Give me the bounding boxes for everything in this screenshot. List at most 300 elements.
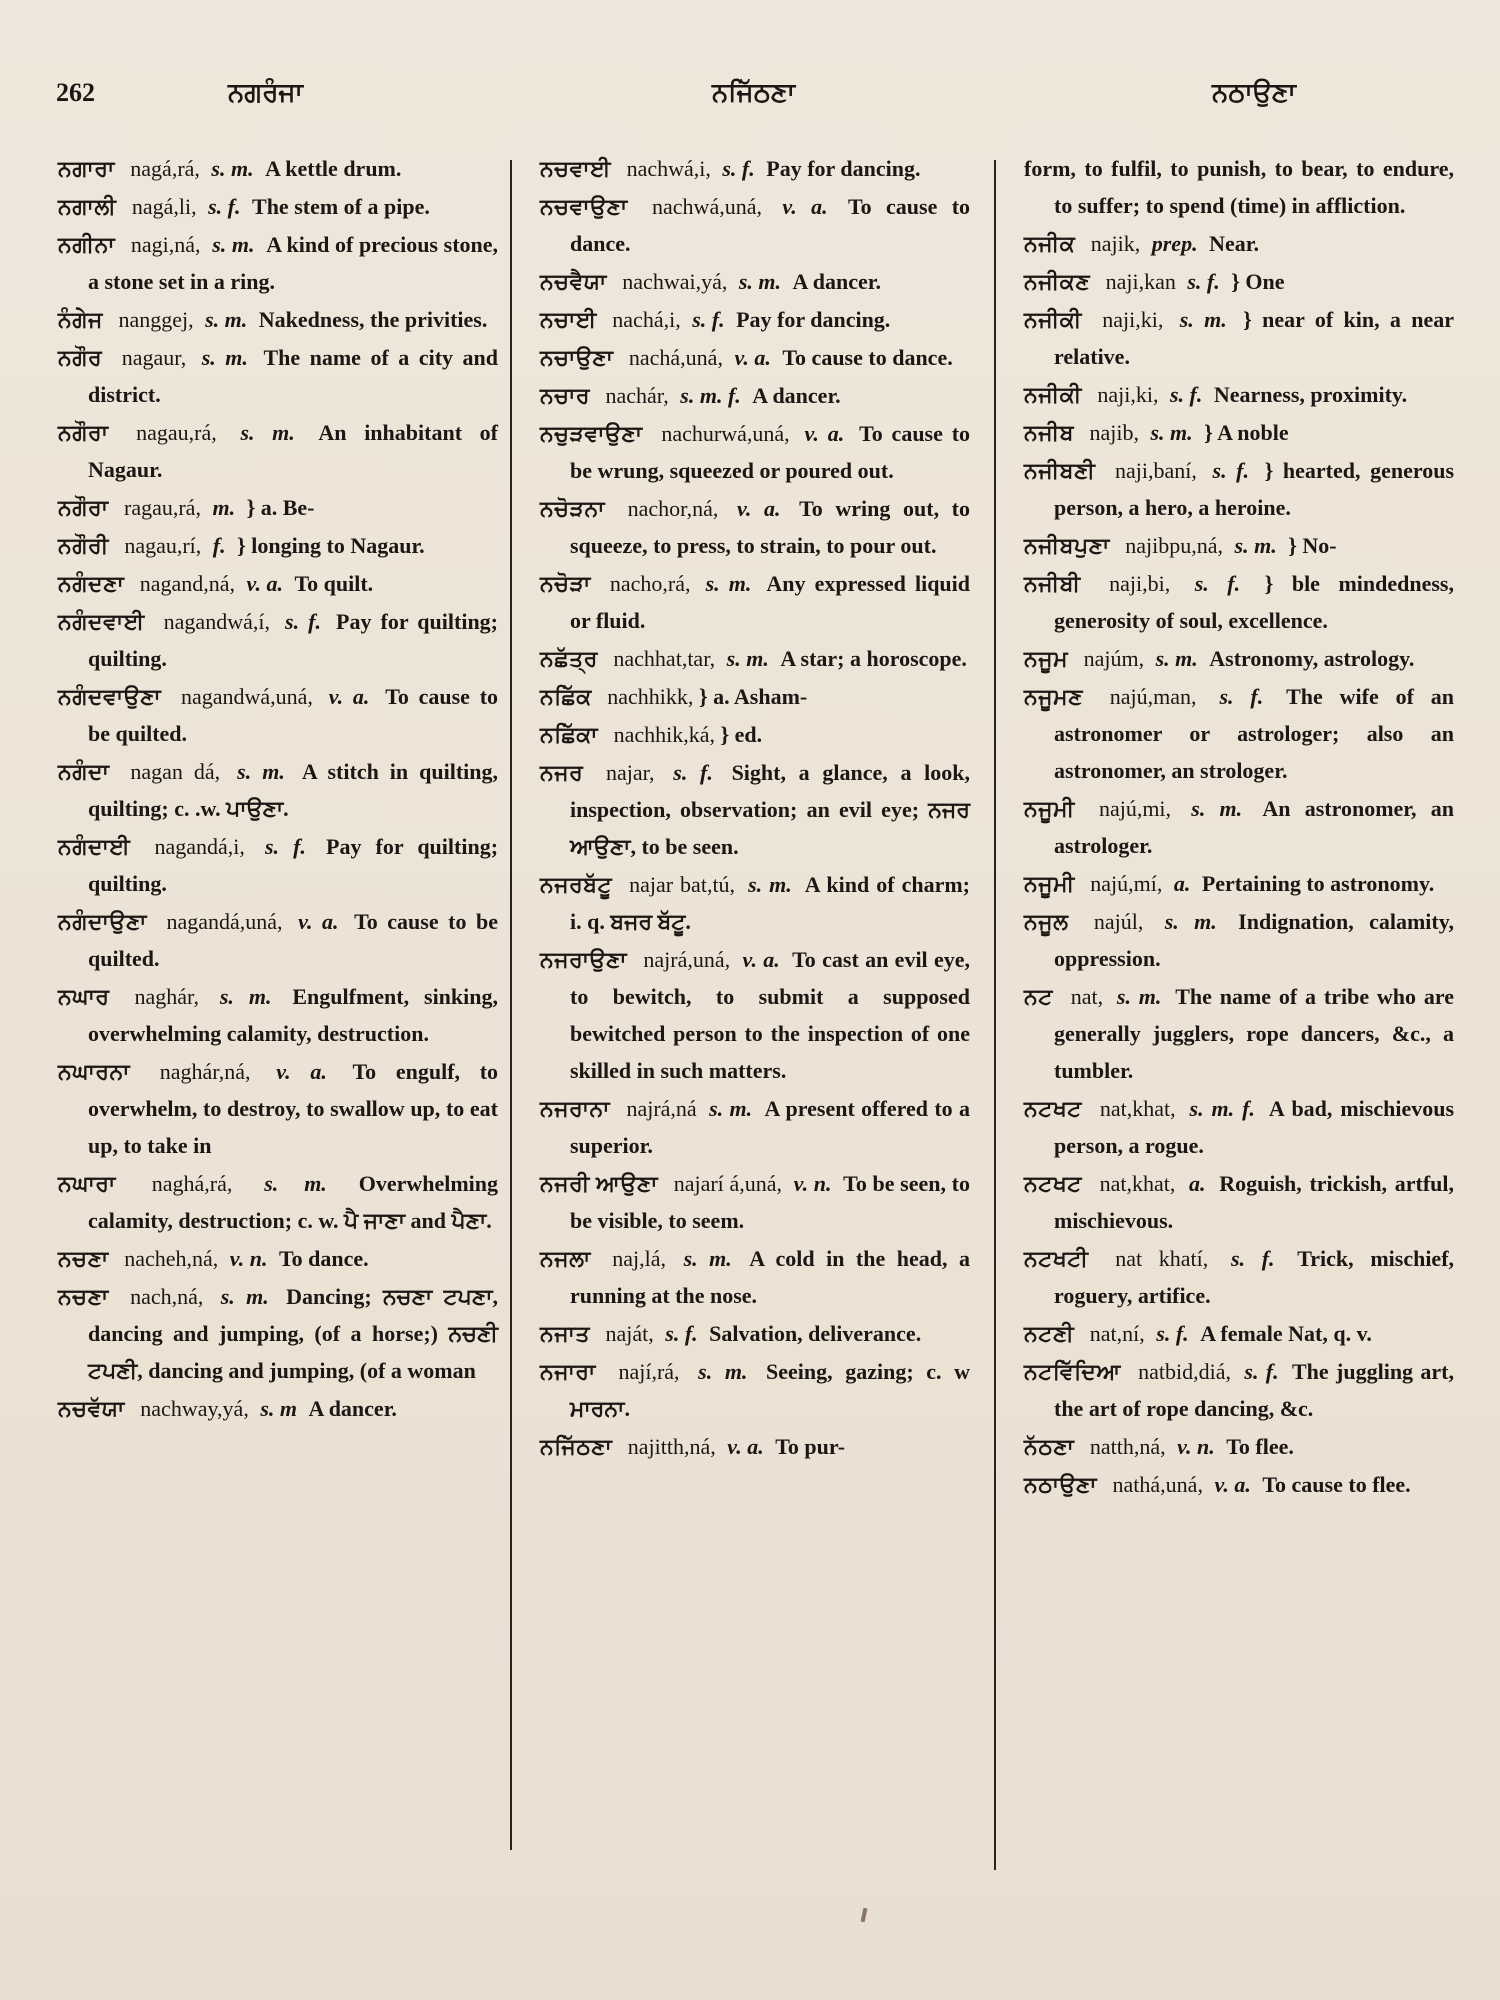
transliteration: naját, [605, 1321, 654, 1346]
headword: ਨਜਰਾਉਣਾ [540, 947, 628, 972]
dictionary-entry [58, 1053, 498, 1164]
grammar-label: s. m. [1179, 307, 1227, 332]
dictionary-entry [58, 1390, 498, 1427]
ink-mark [861, 1908, 868, 1923]
dictionary-entry [540, 301, 970, 338]
grammar-label: s. m. [1164, 909, 1217, 934]
headword: ਨਗੰਦਵਾਈ [58, 609, 145, 634]
transliteration: najar bat,tú, [629, 872, 736, 897]
grammar-label: prep. [1151, 231, 1198, 256]
transliteration: najarí á,uná, [673, 1171, 782, 1196]
grammar-label: v. a. [804, 421, 845, 446]
headword: ਨਚਾਉਣਾ [540, 345, 614, 370]
grammar-label: s. f. [264, 834, 306, 859]
transliteration: naghár, [134, 984, 199, 1009]
guide-word-left: ਨਗਰੰਜਾ [228, 78, 303, 107]
column-center [540, 150, 970, 1466]
grammar-label: m. [212, 495, 236, 520]
headword: ਨਛੱਤ੍ਰ [540, 646, 598, 671]
transliteration: najik, [1090, 231, 1141, 256]
definition: } a. Be- [246, 495, 315, 520]
transliteration: nagi,ná, [130, 232, 201, 257]
definition: To pur- [775, 1434, 846, 1459]
transliteration: nají,rá, [618, 1359, 680, 1384]
definition: To cast an evil eye, to bewitch, to submit a supposed bewitched person to the inspection of one skilled in such matters. [570, 947, 971, 1083]
definition: A bad, mischievous person, a rogue. [1054, 1096, 1455, 1158]
dictionary-entry [1024, 452, 1454, 526]
dictionary-entry [1024, 1090, 1454, 1164]
grammar-label: s. f. [1212, 458, 1250, 483]
definition: A kettle drum. [265, 156, 402, 181]
transliteration: nachhik,ká, [613, 722, 715, 747]
transliteration: najú,mí, [1090, 871, 1163, 896]
transliteration: nagaur, [121, 345, 187, 370]
dictionary-entry [58, 414, 498, 488]
transliteration: nachá,i, [612, 307, 681, 332]
grammar-label: v. a. [727, 1434, 764, 1459]
headword: ਨਜੀਕਣ [1024, 269, 1091, 294]
dictionary-entry [540, 1315, 970, 1352]
dictionary-entry [540, 263, 970, 300]
headword: ਨਟਵਿੱਦਿਆ [1024, 1359, 1121, 1384]
dictionary-entry [58, 753, 498, 827]
definition: Any expressed liquid or fluid. [570, 571, 971, 633]
definition: An inhabitant of Nagaur. [88, 420, 498, 482]
grammar-label: v. a. [246, 571, 283, 596]
dictionary-entry [58, 828, 498, 902]
transliteration: nacho,rá, [609, 571, 691, 596]
transliteration: nagan dá, [130, 759, 221, 784]
headword: ਨਚਣਾ [58, 1246, 109, 1271]
transliteration: nat khatí, [1115, 1246, 1209, 1271]
definition: Nakedness, the privities. [258, 307, 488, 332]
column-left [58, 150, 498, 1428]
dictionary-entry [540, 640, 970, 677]
dictionary-entry [58, 903, 498, 977]
definition: Salvation, deliverance. [709, 1321, 922, 1346]
definition: Indignation, calamity, oppression. [1054, 909, 1455, 971]
grammar-label: s. m. [220, 1284, 269, 1309]
column-right [1024, 150, 1454, 1504]
definition: To flee. [1226, 1434, 1294, 1459]
transliteration: naji,ki, [1102, 307, 1164, 332]
grammar-label: s. f. [1194, 571, 1241, 596]
dictionary-entry [1024, 1466, 1454, 1503]
headword: ਨਚਣਾ [58, 1284, 109, 1309]
headword: ਨਗਾਲੀ [58, 194, 117, 219]
headword: ਨਗੀਨਾ [58, 232, 116, 257]
dictionary-entry [58, 565, 498, 602]
grammar-label: s. m. [264, 1171, 327, 1196]
transliteration: najib, [1089, 420, 1139, 445]
dictionary-entry [1024, 527, 1454, 564]
page-header [0, 78, 1500, 118]
transliteration: nagá,rá, [130, 156, 200, 181]
dictionary-entry [58, 188, 498, 225]
headword: ਨਚੋੜਨਾ [540, 496, 605, 521]
headword: ਨਟਖਟ [1024, 1096, 1082, 1121]
definition: Roguish, trickish, artful, mischievous. [1054, 1171, 1455, 1233]
definition: Pertaining to astronomy. [1201, 871, 1435, 896]
transliteration: najrá,uná, [643, 947, 731, 972]
grammar-label: s. m. [219, 984, 272, 1009]
grammar-label: a. [1189, 1171, 1206, 1196]
headword: ਨਗੰਦਵਾਉਣਾ [58, 684, 162, 709]
grammar-label: s. f. [1230, 1246, 1275, 1271]
definition: } ed. [720, 722, 763, 747]
grammar-label: v. n. [1177, 1434, 1215, 1459]
grammar-label: s. m. [698, 1359, 748, 1384]
transliteration: nachá,uná, [628, 345, 723, 370]
dictionary-entry [540, 754, 970, 865]
headword: ਨਚੋੜਾ [540, 571, 591, 596]
column-divider [510, 160, 512, 1850]
dictionary-entry [1024, 1428, 1454, 1465]
guide-word-right: ਨਠਾਉਣਾ [1212, 78, 1296, 107]
grammar-label: s. f. [1156, 1321, 1189, 1346]
definition: The name of a tribe who are generally jugglers, rope dancers, &c., a tumbler. [1054, 984, 1454, 1083]
headword: ਨਜਰ [540, 760, 584, 785]
definition: } One [1231, 269, 1285, 294]
definition: To cause to dance. [570, 194, 971, 256]
definition: To cause to be quilted. [88, 909, 498, 971]
grammar-label: s. m. [738, 269, 782, 294]
dictionary-entry [540, 415, 970, 489]
headword: ਨਜਿੱਠਣਾ [540, 1434, 613, 1459]
headword: ਨਘਾਰ [58, 984, 110, 1009]
dictionary-entry [540, 188, 970, 262]
definition: A kind of charm; i. q. ਬਜਰ ਬੱਟੂ. [570, 872, 970, 934]
dictionary-entry [1024, 790, 1454, 864]
definition: Astronomy, astrology. [1209, 646, 1415, 671]
definition: A dancer. [752, 383, 841, 408]
headword: ਨਜੀਕ [1024, 231, 1076, 256]
transliteration: nachár, [605, 383, 669, 408]
transliteration: naj,lá, [612, 1246, 667, 1271]
dictionary-entry [1024, 1165, 1454, 1239]
transliteration: nagandwá,uná, [180, 684, 313, 709]
definition: To dance. [278, 1246, 369, 1271]
definition: Overwhelming calamity, destruction; c. w. ਪੈ ਜਾਣਾ and ਪੈਣਾ. [88, 1171, 499, 1233]
dictionary-entry [540, 1353, 970, 1427]
transliteration: nagau,rí, [124, 533, 202, 558]
dictionary-entry [1024, 1353, 1454, 1427]
headword: ਨਚਵਾਈ [540, 156, 612, 181]
grammar-label: v. a. [742, 947, 780, 972]
dictionary-entry [58, 603, 498, 677]
grammar-label: s. f. [208, 194, 241, 219]
dictionary-entry [58, 527, 498, 564]
transliteration: ragau,rá, [124, 495, 201, 520]
grammar-label: s. f. [722, 156, 755, 181]
definition: To wring out, to squeeze, to press, to strain, to pour out. [570, 496, 971, 558]
headword: ਨਗੰਦਾਈ [58, 834, 131, 859]
headword: ਨਜੀਬ [1024, 420, 1074, 445]
definition: A dancer. [792, 269, 881, 294]
headword: ਨਗੌਰ [58, 345, 103, 370]
headword: ਨਜੂਮਣ [1024, 684, 1083, 709]
headword: ਨਚੁੜਵਾਉਣਾ [540, 421, 643, 446]
headword: ਨਛਿੱਕ [540, 684, 592, 709]
dictionary-entry [1024, 1315, 1454, 1352]
dictionary-entry [540, 490, 970, 564]
dictionary-entry [1024, 150, 1454, 224]
definition: Engulfment, sinking, overwhelming calamity, destruction. [88, 984, 498, 1046]
headword: ਨਜੂਮੀ [1024, 871, 1075, 896]
dictionary-entry [1024, 865, 1454, 902]
dictionary-entry [58, 978, 498, 1052]
transliteration: nachhikk, [607, 684, 694, 709]
transliteration: najibpu,ná, [1125, 533, 1224, 558]
dictionary-entry [1024, 376, 1454, 413]
headword: ਨਜੀਕੀ [1024, 382, 1082, 407]
dictionary-entry [1024, 640, 1454, 677]
dictionary-entry [58, 1165, 498, 1239]
dictionary-entry [1024, 263, 1454, 300]
grammar-label: s. f. [692, 307, 725, 332]
headword: ਨਗੰਦਣਾ [58, 571, 125, 596]
transliteration: nachway,yá, [140, 1396, 249, 1421]
transliteration: nacheh,ná, [124, 1246, 219, 1271]
grammar-label: s. f. [285, 609, 321, 634]
grammar-label: s. m. [1116, 984, 1162, 1009]
grammar-label: s. f. [1244, 1359, 1279, 1384]
headword: ਨਘਾਰਨਾ [58, 1059, 131, 1084]
transliteration: nachwai,yá, [622, 269, 728, 294]
transliteration: najú,man, [1109, 684, 1197, 709]
grammar-label: v. a. [328, 684, 370, 709]
dictionary-entry [58, 1240, 498, 1277]
grammar-label: s. m. [212, 232, 255, 257]
dictionary-entry [540, 150, 970, 187]
definition: A female Nat, q. v. [1200, 1321, 1372, 1346]
definition: The name of a city and district. [88, 345, 499, 407]
grammar-label: s. f. [665, 1321, 698, 1346]
dictionary-entry [58, 489, 498, 526]
definition: The juggling art, the art of rope dancing, &c. [1054, 1359, 1454, 1421]
grammar-label: v. a. [298, 909, 339, 934]
grammar-label: v. a. [276, 1059, 327, 1084]
headword: ਨਗੌਰੀ [58, 533, 109, 558]
grammar-label: s. m. [1191, 796, 1243, 821]
grammar-label: s. m. [1234, 533, 1277, 558]
definition: Pay for dancing. [736, 307, 891, 332]
definition: To cause to be wrung, squeezed or poured out. [570, 421, 971, 483]
dictionary-entry [540, 1090, 970, 1164]
grammar-label: s. m. [709, 1096, 753, 1121]
headword: ਨਜੂਮ [1024, 646, 1069, 671]
headword: ਨਟਖਟ [1024, 1171, 1082, 1196]
headword: ਨਜੀਬਪੁਣਾ [1024, 533, 1110, 558]
headword: ਨਠਾਉਣਾ [1024, 1472, 1098, 1497]
headword: ਨਘਾਰਾ [58, 1171, 116, 1196]
headword: ਨਚਾਰ [540, 383, 591, 408]
headword: ਨਗੰਦਾ [58, 759, 110, 784]
dictionary-entry [58, 339, 498, 413]
grammar-label: s. f. [1187, 269, 1220, 294]
dictionary-entry [58, 1278, 498, 1389]
grammar-label: s. m. [748, 872, 792, 897]
transliteration: nachor,ná, [627, 496, 719, 521]
transliteration: nachhat,tar, [613, 646, 716, 671]
headword: ਨਗੌਰਾ [58, 420, 109, 445]
definition: } A noble [1204, 420, 1289, 445]
headword: ਨਜਲਾ [540, 1246, 591, 1271]
transliteration: naji,baní, [1115, 458, 1197, 483]
headword: ਨਟ [1024, 984, 1053, 1009]
definition: } No- [1288, 533, 1337, 558]
transliteration: nagá,li, [131, 194, 197, 219]
definition: } a. Asham- [698, 684, 808, 709]
transliteration: najitth,ná, [627, 1434, 716, 1459]
grammar-label: s. m. [240, 420, 295, 445]
dictionary-entry [540, 565, 970, 639]
transliteration: naji,kan [1105, 269, 1176, 294]
headword: ਨਜਾਤ [540, 1321, 590, 1346]
page-number: 262 [56, 78, 95, 107]
transliteration: naghár,ná, [159, 1059, 251, 1084]
grammar-label: v. a. [734, 345, 771, 370]
definition: To quilt. [294, 571, 374, 596]
headword: ਨਟਣੀ [1024, 1321, 1075, 1346]
definition: An astronomer, an astrologer. [1054, 796, 1454, 858]
transliteration: nach,ná, [130, 1284, 204, 1309]
definition: A kind of precious stone, a stone set in a ring. [88, 232, 499, 294]
grammar-label: s. m. f. [1189, 1096, 1255, 1121]
definition: A present offered to a superior. [570, 1096, 971, 1158]
headword: ਨਜੀਬਣੀ [1024, 458, 1096, 483]
grammar-label: s. f. [1219, 684, 1264, 709]
definition: The wife of an astronomer or astrologer; also an astronomer, an strologer. [1054, 684, 1455, 783]
headword: ਨਜਰਬੱਟੂ [540, 872, 613, 897]
headword: ਨਟਖਟੀ [1024, 1246, 1089, 1271]
definition: Nearness, proximity. [1213, 382, 1408, 407]
transliteration: najúm, [1083, 646, 1145, 671]
grammar-label: f. [212, 533, 226, 558]
transliteration: nat, [1070, 984, 1104, 1009]
dictionary-entry [1024, 903, 1454, 977]
definition: The stem of a pipe. [252, 194, 430, 219]
dictionary-entry [540, 1240, 970, 1314]
definition: To cause to flee. [1262, 1472, 1411, 1497]
definition: Pay for dancing. [766, 156, 921, 181]
transliteration: nathá,uná, [1112, 1472, 1203, 1497]
dictionary-entry [58, 678, 498, 752]
headword: ਨੰਗੇਜ [58, 307, 103, 332]
grammar-label: v. a. [1214, 1472, 1251, 1497]
transliteration: nat,khat, [1099, 1171, 1176, 1196]
grammar-label: s. f. [673, 760, 713, 785]
dictionary-entry [540, 678, 970, 715]
grammar-label: s. f. [1169, 382, 1203, 407]
transliteration: nachwá,uná, [652, 194, 762, 219]
dictionary-entry [1024, 565, 1454, 639]
grammar-label: v. a. [782, 194, 828, 219]
dictionary-entry [1024, 414, 1454, 451]
grammar-label: s. m. [205, 307, 248, 332]
transliteration: nagandwá,í, [163, 609, 270, 634]
headword: ਨਚਵੈਯਾ [540, 269, 607, 294]
definition: Trick, mischief, roguery, artifice. [1054, 1246, 1455, 1308]
transliteration: naghá,rá, [151, 1171, 233, 1196]
transliteration: naji,bi, [1109, 571, 1171, 596]
dictionary-entry [1024, 225, 1454, 262]
transliteration: nagandá,uná, [166, 909, 283, 934]
transliteration: nat,ní, [1089, 1321, 1145, 1346]
grammar-label: v. a. [736, 496, 781, 521]
dictionary-entry [540, 941, 970, 1089]
dictionary-entry [58, 301, 498, 338]
grammar-label: s. m. [211, 156, 254, 181]
grammar-label: v. n. [229, 1246, 268, 1271]
definition: To engulf, to overwhelm, to destroy, to swallow up, to eat up, to take in [88, 1059, 499, 1158]
transliteration: nagandá,i, [154, 834, 245, 859]
headword: ਨਜਾਰਾ [540, 1359, 596, 1384]
headword: ਨਚਵੱਯਾ [58, 1396, 125, 1421]
grammar-label: s. m. [726, 646, 769, 671]
dictionary-entry [1024, 678, 1454, 789]
transliteration: natbid,diá, [1138, 1359, 1232, 1384]
transliteration: natth,ná, [1089, 1434, 1166, 1459]
transliteration: nachwá,i, [626, 156, 711, 181]
definition: } ble mindedness, generosity of soul, excellence. [1054, 571, 1454, 633]
definition: form, to fulfil, to punish, to bear, to endure, to suffer; to spend (time) in affliction. [1024, 156, 1454, 218]
transliteration: nat,khat, [1099, 1096, 1176, 1121]
headword: ਨਜਰੀ ਆਉਣਾ [540, 1171, 659, 1196]
dictionary-entry [540, 377, 970, 414]
dictionary-entry [540, 1165, 970, 1239]
headword: ਨਗੰਦਾਉਣਾ [58, 909, 147, 934]
headword: ਨਚਵਾਉਣਾ [540, 194, 628, 219]
headword: ਨਛਿੱਕਾ [540, 722, 599, 747]
dictionary-entry [540, 866, 970, 940]
definition: Sight, a glance, a look, inspection, observation; an evil eye; ਨਜਰ ਆਉਣਾ, to be seen. [570, 760, 971, 859]
dictionary-entry [1024, 301, 1454, 375]
definition: Near. [1209, 231, 1259, 256]
definition: Dancing; ਨਚਣਾ ਟਪਣਾ, dancing and jumping, (of a horse;) ਨਚਣੀ ਟਪਣੀ, dancing and jumping, (of a woman [88, 1284, 498, 1383]
headword: ਨਜੂਲ [1024, 909, 1069, 934]
definition: Pay for quilting; quilting. [88, 609, 498, 671]
dictionary-entry [58, 226, 498, 300]
guide-word-center: ਨਜਿੱਠਣਾ [712, 78, 796, 107]
transliteration: nanggej, [118, 307, 194, 332]
headword: ਨਜਰਾਨਾ [540, 1096, 611, 1121]
grammar-label: s. m. [683, 1246, 732, 1271]
dictionary-entry [1024, 978, 1454, 1089]
grammar-label: s. m. f. [680, 383, 741, 408]
definition: To cause to be quilted. [88, 684, 499, 746]
transliteration: naji,ki, [1097, 382, 1159, 407]
definition: A dancer. [308, 1396, 397, 1421]
grammar-label: s. m. [1155, 646, 1198, 671]
transliteration: nachurwá,uná, [661, 421, 790, 446]
grammar-label: s. m. [201, 345, 248, 370]
headword: ਨਜੂਮੀ [1024, 796, 1075, 821]
definition: A star; a horoscope. [780, 646, 967, 671]
grammar-label: s. m. [1150, 420, 1193, 445]
transliteration: najar, [605, 760, 655, 785]
dictionary-entry [540, 716, 970, 753]
definition: To cause to dance. [782, 345, 953, 370]
definition: Pay for quilting; quilting. [88, 834, 499, 896]
dictionary-entry [540, 339, 970, 376]
definition: Seeing, gazing; c. w ਮਾਰਨਾ. [570, 1359, 971, 1421]
definition: } hearted, generous person, a hero, a heroine. [1054, 458, 1455, 520]
headword: ਨਜੀਕੀ [1024, 307, 1082, 332]
definition: } near of kin, a near relative. [1054, 307, 1455, 369]
transliteration: nagand,ná, [139, 571, 236, 596]
definition: A cold in the head, a running at the nose. [570, 1246, 971, 1308]
